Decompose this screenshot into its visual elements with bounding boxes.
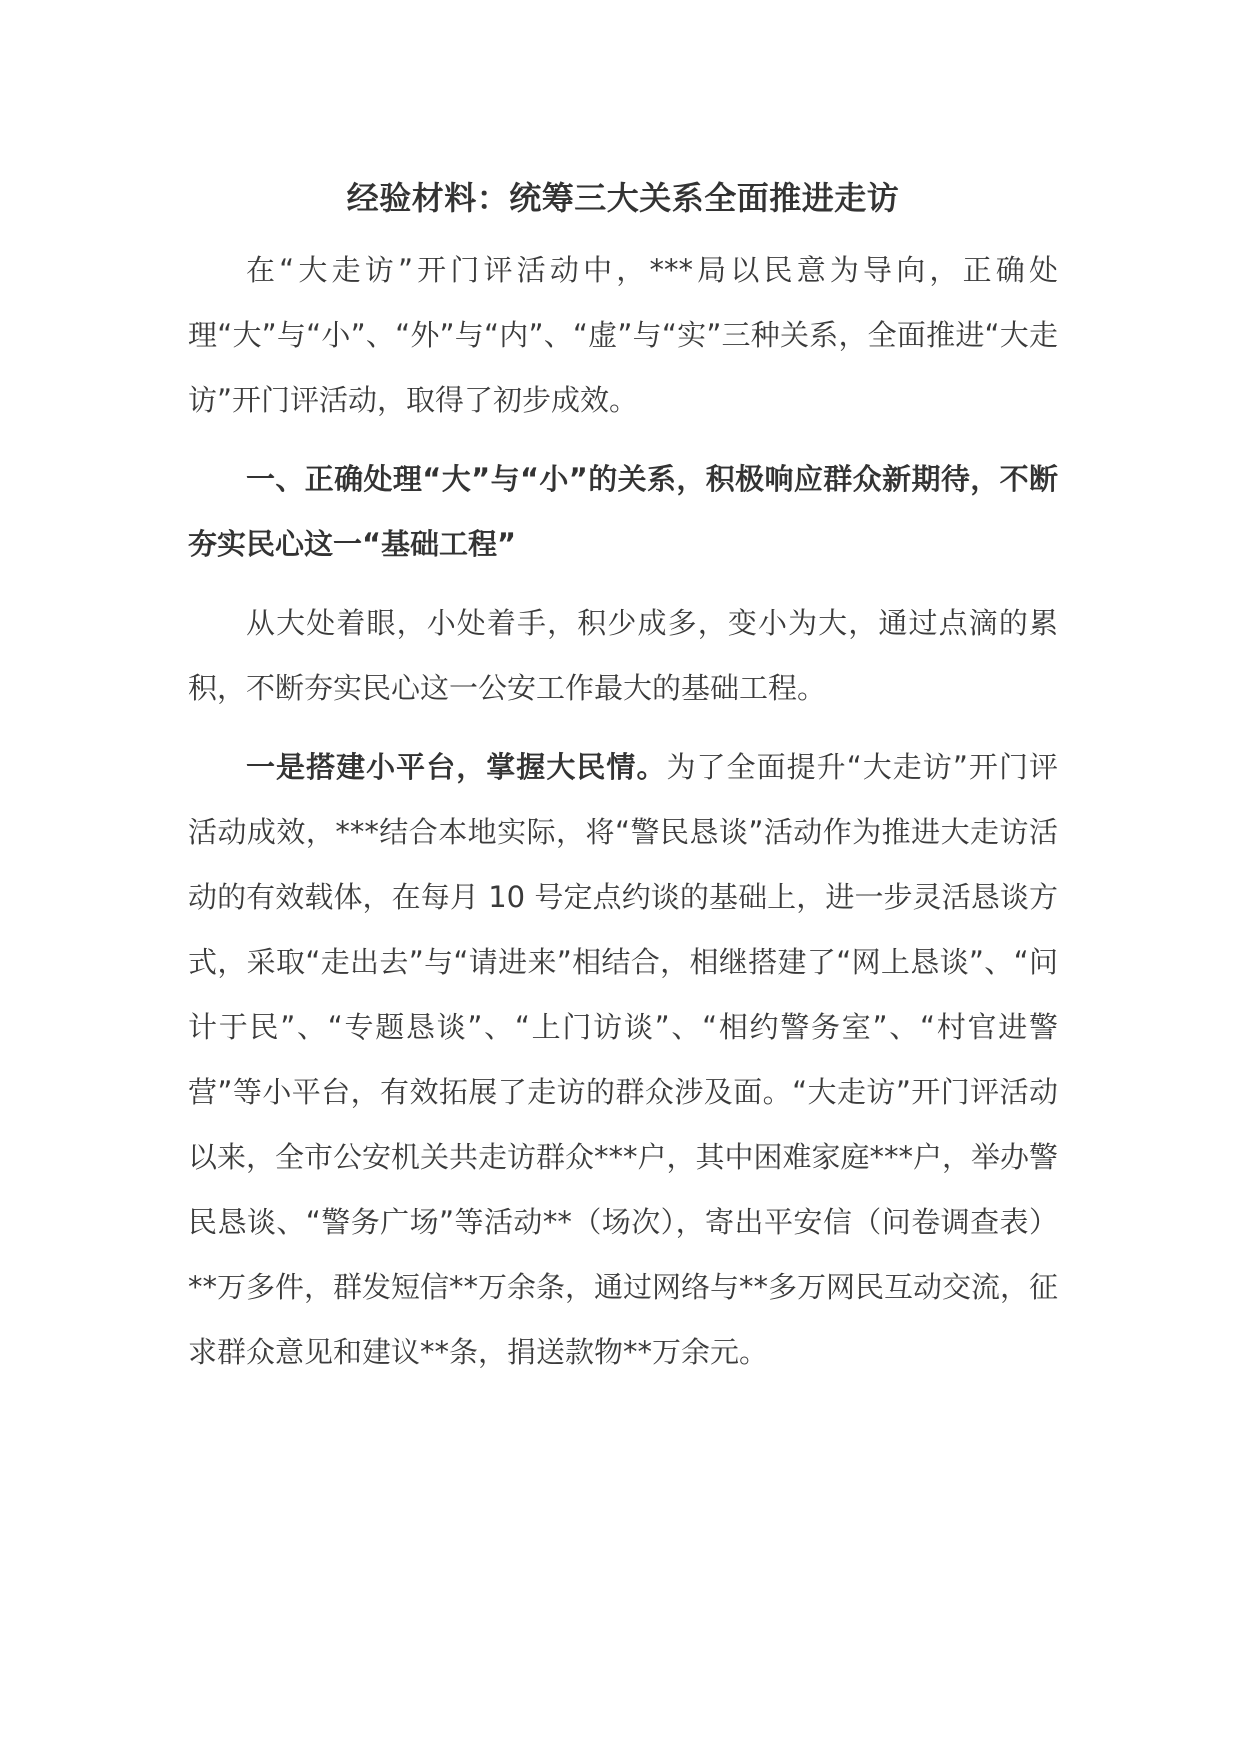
intro-paragraph: 在“大走访”开门评活动中，***局以民意为导向，正确处理“大”与“小”、“外”与“内”、“虚”与“实”三种关系，全面推进“大走访”开门评活动，取得了初步成效。 [188, 253, 1058, 417]
document-title: 经验材料：统筹三大关系全面推进走访 [346, 179, 900, 217]
point-1-paragraph [188, 735, 1058, 1385]
point-1-lead: 一是搭建小平台，掌握大民情。 [246, 750, 667, 784]
document-body [188, 172, 1058, 1399]
section-1-heading: 一、正确处理“大”与“小”的关系，积极响应群众新期待，不断夯实民心这一“基础工程” [188, 462, 1058, 561]
section-1-paragraph: 从大处着眼，小处着手，积少成多，变小为大，通过点滴的累积，不断夯实民心这一公安工作最大的基础工程。 [188, 606, 1058, 705]
point-1-body: 为了全面提升“大走访”开门评活动成效，***结合本地实际，将“警民恳谈”活动作为推进大走访活动的有效载体，在每月 10 号定点约谈的基础上，进一步灵活恳谈方式，采取“走出去”与“请进来”相结合，相继搭建了“网上恳谈”、“问计于民”、“专题恳谈”、“上门访谈”、“相约警务室”、“村官进警营”等小平台，有效拓展了走访的群众涉及面。“大走访”开门评活动以来，全市公安机关共走访群众***户，其中困难家庭***户，举办警民恳谈、“警务广场”等活动**（场次），寄出平安信（问卷调查表）**万多件，群发短信**万余条，通过网络与**多万网民互动交流，征求群众意见和建议**条，捐送款物**万余元。 [188, 750, 1059, 1369]
